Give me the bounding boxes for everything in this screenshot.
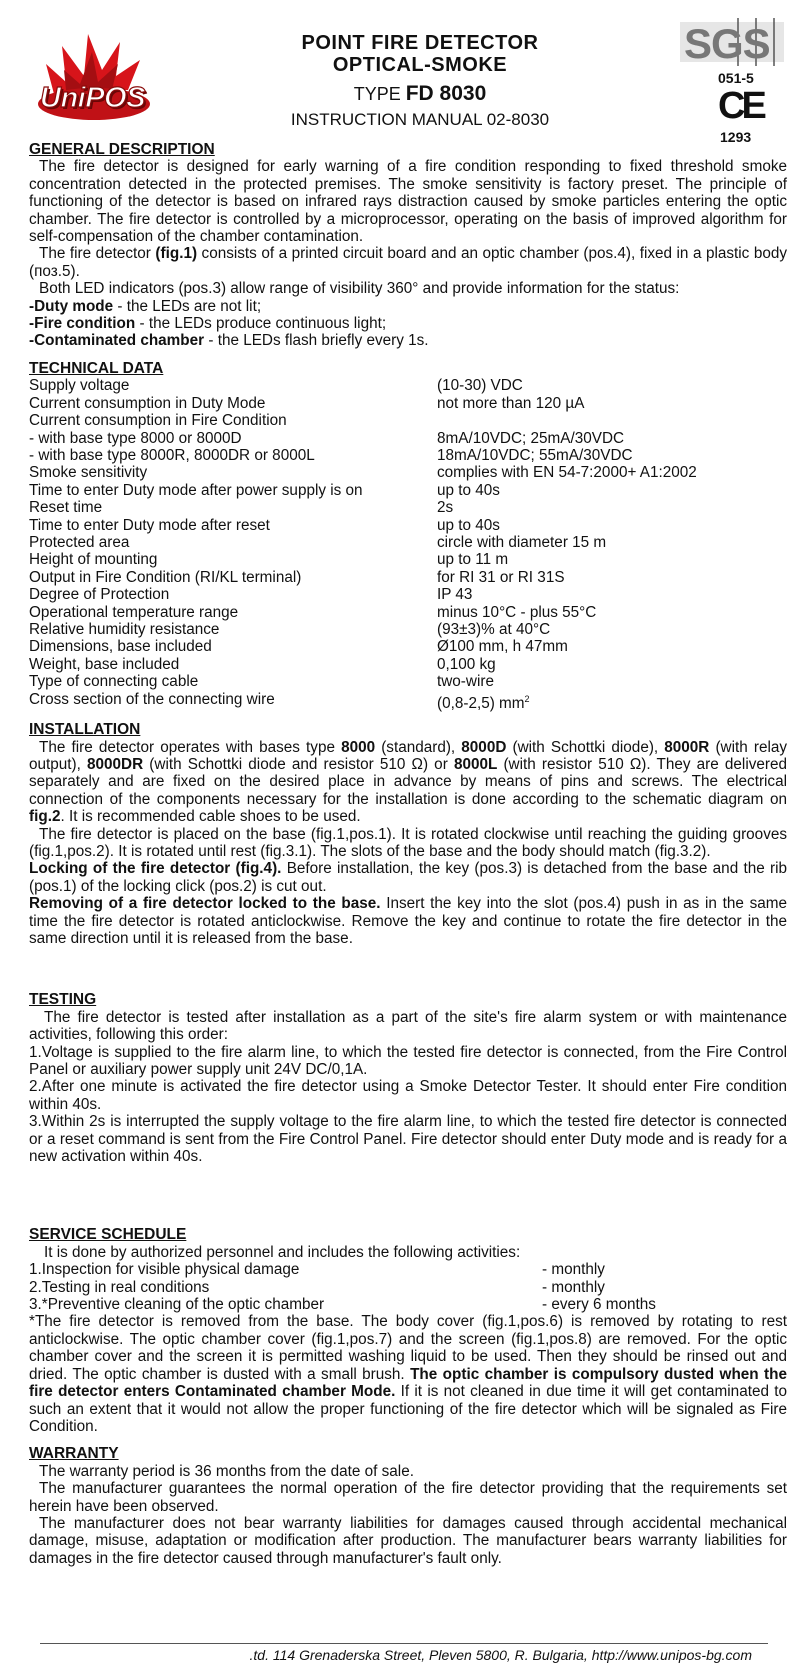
mode-item [29, 332, 787, 349]
document-body [29, 141, 787, 1567]
text: (with relay output), [29, 738, 788, 773]
text: Before installation, the key (pos.3) is detached from the base and the rib (pos.1) of the locking click (pos.2) is cut out. [29, 860, 788, 895]
spec-value [437, 691, 787, 713]
table-row [29, 691, 787, 713]
spec-name: Weight, base included [29, 655, 180, 673]
spec-name: Current consumption in Fire Condition [29, 412, 287, 430]
table-row [29, 482, 787, 499]
title-block [250, 32, 590, 130]
spec-value: up to 40s [437, 481, 500, 499]
text: 8000R [664, 738, 710, 756]
spec-value: Ø100 mm, h 47mm [437, 638, 568, 656]
list-item [29, 1279, 787, 1296]
spec-name: Current consumption in Duty Mode [29, 394, 266, 412]
footer-address: .td. 114 Grenaderska Street, Pleven 5800, R. Bulgaria, http://www.unipos-bg.com [249, 1647, 752, 1663]
frequency: - every 6 months [542, 1296, 656, 1314]
spec-value: up to 11 m [437, 551, 509, 569]
table-row [29, 621, 787, 638]
table-row [29, 377, 787, 394]
spec-name: Smoke sensitivity [29, 464, 148, 482]
text: The fire detector operates with bases type [39, 738, 342, 756]
paragraph: The fire detector is designed for early warning of a fire condition responding to fixed threshold smoke concentration detected in the protected premises. The smoke sensitivity is factory preset. The principle of functioning of the detector is based on infrared rays distraction caused by smoke particles entering the optic chamber. The fire detector is controlled by a microprocessor, operating on the basis of improved algorithm for self-compensation of the chamber contamination. [29, 158, 787, 246]
paragraph: The manufacturer does not bear warranty liabilities for damages caused through accidental mechanical damage, misuse, adaptation or modification after production. The manufacturer bears warranty liabilities for damages in the fire detector caused through manufacturer's fault only. [29, 1514, 787, 1567]
technical-data-section [29, 360, 787, 712]
table-row [29, 551, 787, 568]
testing-section [29, 991, 787, 1165]
table-row [29, 464, 787, 481]
certification-marks [678, 18, 788, 145]
section-title: SERVICE SCHEDULE [29, 1226, 187, 1244]
installation-section [29, 721, 787, 947]
section-title: GENERAL DESCRIPTION [29, 141, 215, 158]
spec-value: 8mA/10VDC; 25mA/30VDC [437, 429, 625, 447]
paragraph: The manufacturer guarantees the normal operation of the fire detector providing that the requirements set herein have been observed. [29, 1480, 787, 1515]
list-item: 2.After one minute is activated the fire detector using a Smoke Detector Tester. It should enter Fire condition within 40s. [29, 1078, 787, 1113]
text: . It is recommended cable shoes to be used. [60, 808, 361, 826]
spec-name: - with base type 8000 or 8000D [29, 429, 242, 447]
spec-value: circle with diameter 15 m [437, 533, 607, 551]
text: *The fire detector is removed from the base. The body cover (fig.1,pos.6) is removed by rotating to rest anticlockwise. The optic chamber cover (fig.1,pos.7) and the screen (fig.1,pos.8) are removed. For the optic chamber cover and the screen it is permitted washing liquid to be used. Then they should be rinsed out and dried. The optic chamber is dusted with a small brush. [29, 1313, 787, 1383]
table-row [29, 499, 787, 516]
text: (0,8-2,5) mm [437, 694, 525, 712]
section-title: TECHNICAL DATA [29, 359, 164, 377]
spec-name: Output in Fire Condition (RI/KL terminal) [29, 568, 302, 586]
spec-name: Degree of Protection [29, 586, 170, 604]
paragraph [29, 245, 787, 280]
text: (fig.1) [155, 245, 198, 263]
activity: 3.*Preventive cleaning of the optic chamber [29, 1296, 325, 1314]
type-model: FD 8030 [405, 82, 487, 105]
type-line [250, 82, 590, 106]
spec-value: not more than 120 µA [437, 394, 585, 412]
table-row [29, 517, 787, 534]
title-line2: OPTICAL-SMOKE [332, 54, 508, 76]
section-title: WARRANTY [29, 1445, 119, 1463]
service-schedule-section [29, 1226, 787, 1435]
text: (with Schottki diode and resistor 510 Ω) or [143, 755, 454, 773]
spec-value: complies with EN 54-7:2000+ A1:2002 [437, 464, 697, 482]
spec-name: Height of mounting [29, 551, 158, 569]
spec-name: Time to enter Duty mode after power supply is on [29, 481, 363, 499]
text: If it is not cleaned in due time it will get contaminated to such an extent that it would not allow the proper functioning of the fire detector which will be signaled as Fire Condition. [29, 1383, 787, 1435]
mode-text: - the LEDs produce continuous light; [135, 315, 387, 333]
table-row [29, 430, 787, 447]
spec-name: Operational temperature range [29, 603, 239, 621]
technical-data-table [29, 377, 787, 690]
mode-item [29, 315, 787, 332]
table-row [29, 586, 787, 603]
mode-label: -Fire condition [29, 315, 136, 333]
paragraph: The warranty period is 36 months from the date of sale. [39, 1462, 414, 1480]
footer-divider [40, 1643, 768, 1644]
section-title: INSTALLATION [29, 721, 141, 739]
text: 8000D [461, 738, 507, 756]
spec-name: Type of connecting cable [29, 673, 199, 691]
text: Removing of a fire detector locked to the base. [29, 895, 381, 913]
document-header [0, 0, 808, 145]
table-row [29, 534, 787, 551]
spec-name: Relative humidity resistance [29, 620, 220, 638]
spec-name: - with base type 8000R, 8000DR or 8000L [29, 446, 315, 464]
list-item [29, 1261, 787, 1278]
list-item [29, 1296, 787, 1313]
ce-number: 1293 [720, 129, 752, 145]
unipos-logo [36, 24, 154, 124]
mode-text: - the LEDs flash briefly every 1s. [204, 332, 429, 350]
cert-number: 051-5 [718, 70, 754, 86]
type-prefix: TYPE [353, 84, 401, 104]
spec-value: for RI 31 or RI 31S [437, 568, 565, 586]
table-row [29, 673, 787, 690]
spec-name: Protected area [29, 533, 130, 551]
text: Insert the key into the slot (pos.4) push in as in the same time the fire detector is rotated anticlockwise. Remove the key and continue to rotate the fire detector in the same direction until it is released from the base. [29, 895, 787, 947]
spec-value: (93±3)% at 40°C [437, 620, 551, 638]
spec-value: 0,100 kg [437, 655, 496, 673]
list-item: 1.Voltage is supplied to the fire alarm line, to which the tested fire detector is connected, from the Fire Control Panel or auxiliary power supply unit 24V DC/0,1A. [29, 1043, 787, 1078]
table-row [29, 604, 787, 621]
sgs-mark [678, 18, 788, 66]
superscript: 2 [524, 693, 530, 704]
logo-text: UniPOS [40, 82, 145, 114]
text: 8000DR [87, 755, 144, 773]
spec-name: Cross section of the connecting wire [29, 690, 275, 708]
text: The fire detector [39, 245, 156, 263]
spec-value: (10-30) VDC [437, 377, 523, 395]
title-line1: POINT FIRE DETECTOR [301, 32, 539, 54]
table-row [29, 447, 787, 464]
table-row [29, 412, 787, 429]
mode-text: - the LEDs are not lit; [113, 297, 262, 315]
text: Locking of the fire detector (fig.4). [29, 860, 282, 878]
spec-value [437, 412, 787, 429]
warranty-section [29, 1445, 787, 1567]
text: (with resistor 510 Ω). They are delivered separately and are fixed on the desired place in advance by means of pins and screws. The electrical connection of the components necessary for the installation is done according to the schematic diagram on [29, 755, 787, 808]
paragraph [29, 860, 787, 895]
frequency: - monthly [542, 1261, 605, 1279]
list-item: 3.Within 2s is interrupted the supply voltage to the fire alarm line, to which the tested fire detector is connected or a reset command is sent from the Fire Control Panel. Fire detector should enter Duty mode and is ready for a new activation within 40s. [29, 1113, 787, 1166]
paragraph [29, 1313, 787, 1435]
spec-value: two-wire [437, 673, 494, 691]
table-row [29, 569, 787, 586]
mode-label: -Contaminated chamber [29, 332, 205, 350]
paragraph: It is done by authorized personnel and includes the following activities: [44, 1243, 521, 1261]
sgs-text: SGS [684, 20, 770, 67]
section-title: TESTING [29, 991, 97, 1009]
spec-value: 2s [437, 499, 454, 517]
table-row [29, 395, 787, 412]
text: fig.2 [29, 808, 61, 826]
text: (with Schottki diode), [506, 738, 665, 756]
table-row [29, 638, 787, 655]
table-row [29, 656, 787, 673]
ce-mark: CE [718, 85, 763, 127]
mode-item [29, 298, 787, 315]
text: The optic chamber is compulsory dusted when the fire detector enters Contaminated chamber Mode. [29, 1365, 787, 1401]
mode-label: -Duty mode [29, 297, 114, 315]
spec-value: up to 40s [437, 516, 500, 534]
frequency: - monthly [542, 1278, 605, 1296]
spec-value: minus 10°C - plus 55°C [437, 603, 597, 621]
activity: 1.Inspection for visible physical damage [29, 1261, 300, 1279]
spec-value: 18mA/10VDC; 55mA/30VDC [437, 446, 633, 464]
paragraph [29, 739, 787, 826]
general-description-section [29, 141, 787, 350]
text: 8000L [453, 755, 498, 773]
text: (standard), [375, 738, 462, 756]
manual-number: INSTRUCTION MANUAL 02-8030 [290, 110, 550, 129]
text: consists of a printed circuit board and an optic chamber (pos.4), fixed in a plastic body (поз.5). [29, 245, 787, 280]
spec-name: Reset time [29, 499, 103, 517]
spec-name: Dimensions, base included [29, 638, 212, 656]
paragraph: The fire detector is placed on the base (fig.1,pos.1). It is rotated clockwise until reaching the guiding grooves (fig.1,pos.2). It is rotated until rest (fig.3.1). The slots of the base and the body should match (fig.3.2). [29, 825, 787, 860]
spec-value: IP 43 [437, 586, 473, 604]
paragraph: Both LED indicators (pos.3) allow range of visibility 360° and provide information for the status: [39, 280, 680, 298]
spec-name: Supply voltage [29, 377, 130, 395]
text: 8000 [341, 738, 376, 756]
paragraph [29, 895, 787, 947]
paragraph: The fire detector is tested after installation as a part of the site's fire alarm system or with maintenance activities, following this order: [29, 1008, 787, 1044]
activity: 2.Testing in real conditions [29, 1278, 210, 1296]
spec-name: Time to enter Duty mode after reset [29, 516, 270, 534]
